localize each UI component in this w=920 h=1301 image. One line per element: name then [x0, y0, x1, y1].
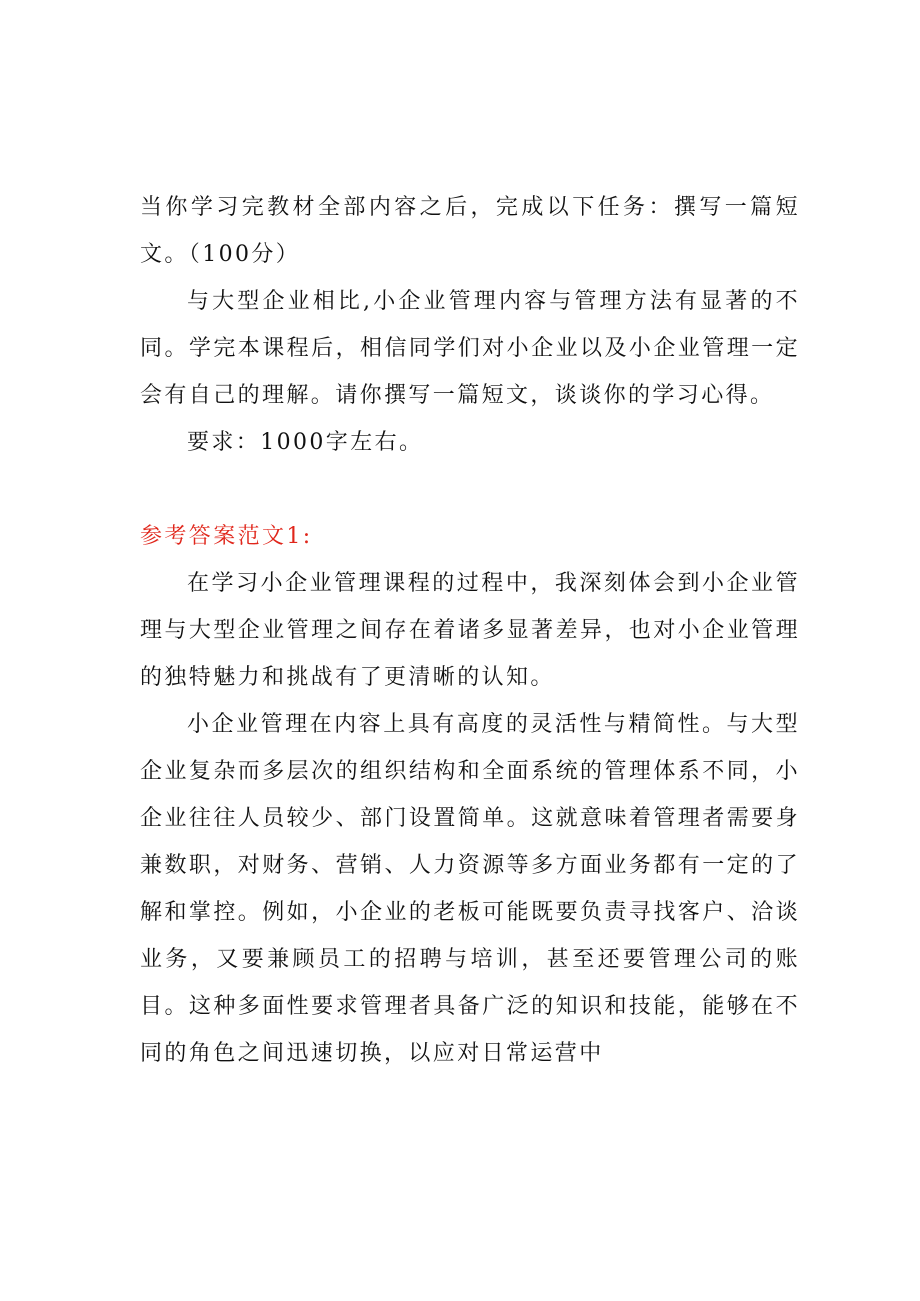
answer-paragraph-2: 小企业管理在内容上具有高度的灵活性与精简性。与大型企业复杂而多层次的组织结构和全面系统的管理体系不同，小企业往往人员较少、部门设置简单。这就意味着管理者需要身兼数职，对财务、营销、人力资源等多方面业务都有一定的了解和掌控。例如，小企业的老板可能既要负责寻找客户、洽谈业务，又要兼顾员工的招聘与培训，甚至还要管理公司的账目。这种多面性要求管理者具备广泛的知识和技能，能够在不同的角色之间迅速切换，以应对日常运营中	[140, 712, 800, 1066]
answer-paragraph-1: 在学习小企业管理课程的过程中，我深刻体会到小企业管理与大型企业管理之间存在着诸多显著差异，也对小企业管理的独特魅力和挑战有了更清晰的认知。	[140, 571, 800, 690]
prompt-paragraph: 与大型企业相比,小企业管理内容与管理方法有显著的不同。学完本课程后，相信同学们对小企业以及小企业管理一定会有自己的理解。请你撰写一篇短文，谈谈你的学习心得。	[140, 289, 800, 408]
document-body	[140, 184, 800, 1077]
section-spacer	[140, 466, 800, 513]
task-intro-paragraph: 当你学习完教材全部内容之后，完成以下任务：撰写一篇短文。（100分）	[140, 195, 800, 267]
requirement-paragraph: 要求：1000字左右。	[187, 430, 424, 455]
answer-heading: 参考答案范文1:	[140, 524, 313, 549]
